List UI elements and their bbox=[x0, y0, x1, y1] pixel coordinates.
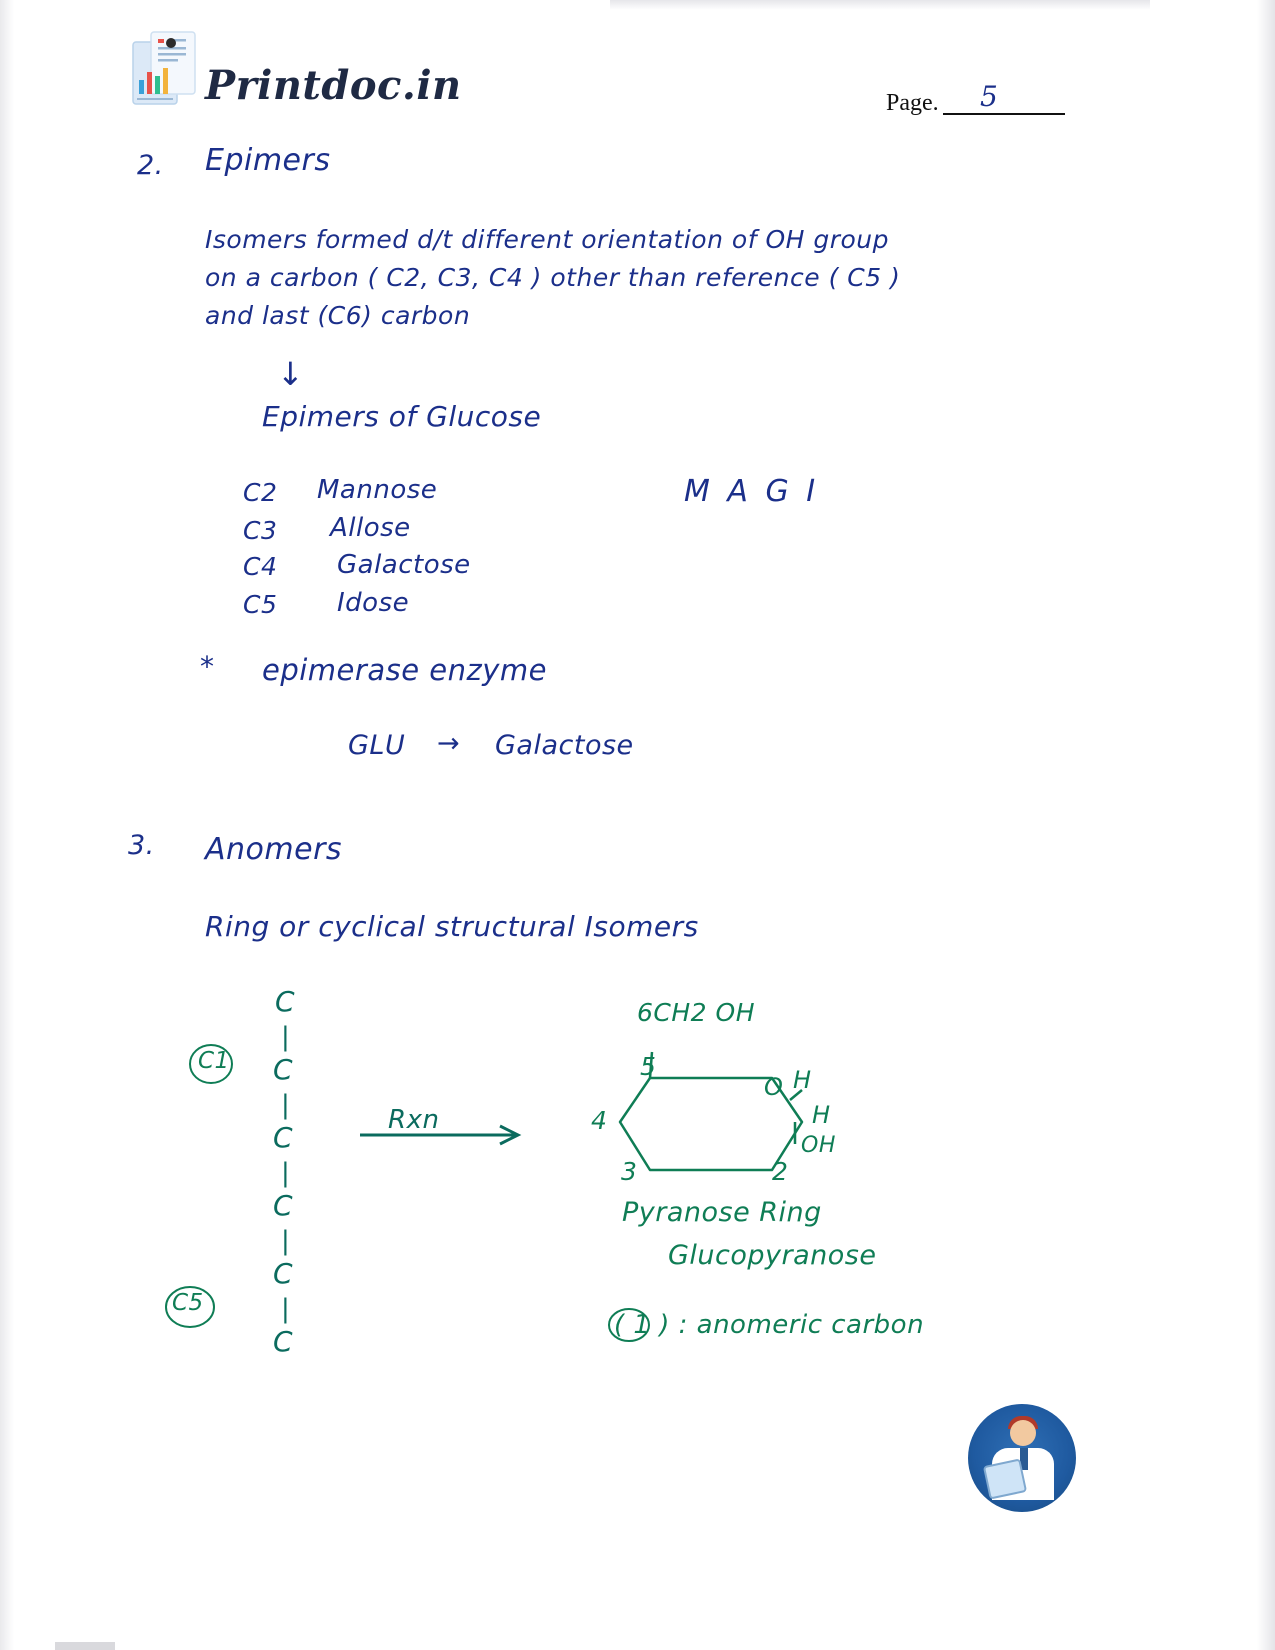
ring-h2-label: H bbox=[812, 1101, 831, 1129]
ring-o-label: O bbox=[764, 1073, 784, 1101]
ring-caption-line1: Pyranose Ring bbox=[622, 1197, 822, 1228]
reaction-left: GLU bbox=[348, 730, 406, 761]
section2-definition-line3: and last (C6) carbon bbox=[205, 301, 471, 330]
chain-bond: | bbox=[281, 1090, 291, 1120]
enzyme-note: epimerase enzyme bbox=[262, 653, 547, 687]
ring-caption-line2: Glucopyranose bbox=[668, 1240, 877, 1271]
chain-c5-label: C5 bbox=[172, 1290, 204, 1316]
ring-vertex-5: 5 bbox=[640, 1052, 657, 1081]
chain-atom: C bbox=[275, 985, 296, 1018]
chain-bond: | bbox=[281, 1226, 291, 1256]
ring-ch2oh-label: 6CH2 OH bbox=[637, 998, 755, 1027]
chain-c1-label: C1 bbox=[198, 1048, 230, 1074]
table-row-carbon: C2 bbox=[243, 478, 278, 507]
section3-title: Anomers bbox=[205, 832, 343, 867]
section2-number: 2. bbox=[137, 150, 164, 181]
table-row-name: Allose bbox=[330, 513, 411, 543]
table-row-carbon: C4 bbox=[243, 552, 278, 581]
section2-title: Epimers bbox=[205, 143, 331, 178]
ring-h-label: H bbox=[793, 1066, 812, 1094]
chain-bond: | bbox=[281, 1158, 291, 1188]
table-row-name: Galactose bbox=[337, 550, 471, 580]
document-chart-icon bbox=[125, 28, 205, 118]
avatar bbox=[968, 1404, 1076, 1512]
page-number-underline bbox=[943, 113, 1065, 115]
chain-atom: C bbox=[273, 1053, 294, 1086]
chain-atom: C bbox=[273, 1257, 294, 1290]
scan-edge-top bbox=[610, 0, 1150, 10]
bullet-star-icon: * bbox=[200, 650, 215, 683]
page-number: 5 bbox=[980, 80, 999, 113]
scan-edge-right bbox=[1257, 0, 1275, 1650]
down-arrow-icon: ↓ bbox=[277, 355, 305, 393]
section3-definition: Ring or cyclical structural Isomers bbox=[205, 910, 699, 943]
brand-title: Printdoc.in bbox=[205, 62, 462, 109]
mnemonic-magi: M A G I bbox=[684, 474, 820, 509]
section2-subheading: Epimers of Glucose bbox=[262, 400, 542, 433]
scan-edge-left bbox=[0, 0, 14, 1650]
scan-edge-bottom bbox=[55, 1642, 115, 1650]
table-row-carbon: C3 bbox=[243, 516, 278, 545]
avatar-head bbox=[1010, 1420, 1036, 1446]
table-row-carbon: C5 bbox=[243, 590, 278, 619]
page-label: Page. bbox=[886, 90, 939, 116]
ring-oh-label: OH bbox=[801, 1133, 836, 1158]
table-row-name: Mannose bbox=[317, 475, 438, 505]
anomeric-note: ( 1 ) : anomeric carbon bbox=[614, 1310, 925, 1340]
reaction-label: Rxn bbox=[388, 1105, 440, 1135]
reaction-arrow-icon: → bbox=[437, 728, 461, 759]
reaction-right: Galactose bbox=[495, 730, 634, 761]
chain-atom: C bbox=[273, 1121, 294, 1154]
reaction-arrow-icon bbox=[360, 1120, 535, 1150]
section3-number: 3. bbox=[128, 830, 155, 861]
chain-atom: C bbox=[273, 1189, 294, 1222]
chain-atom: C bbox=[273, 1325, 294, 1358]
ring-vertex-3: 3 bbox=[621, 1157, 638, 1186]
chain-bond: | bbox=[281, 1022, 291, 1052]
ring-vertex-2: 2 bbox=[772, 1157, 789, 1186]
section2-definition-line2: on a carbon ( C2, C3, C4 ) other than reference ( C5 ) bbox=[205, 263, 901, 292]
ring-vertex-4: 4 bbox=[591, 1106, 608, 1135]
chain-bond: | bbox=[281, 1294, 291, 1324]
section2-definition-line1: Isomers formed d/t different orientation of OH group bbox=[205, 225, 890, 254]
table-row-name: Idose bbox=[337, 588, 410, 618]
